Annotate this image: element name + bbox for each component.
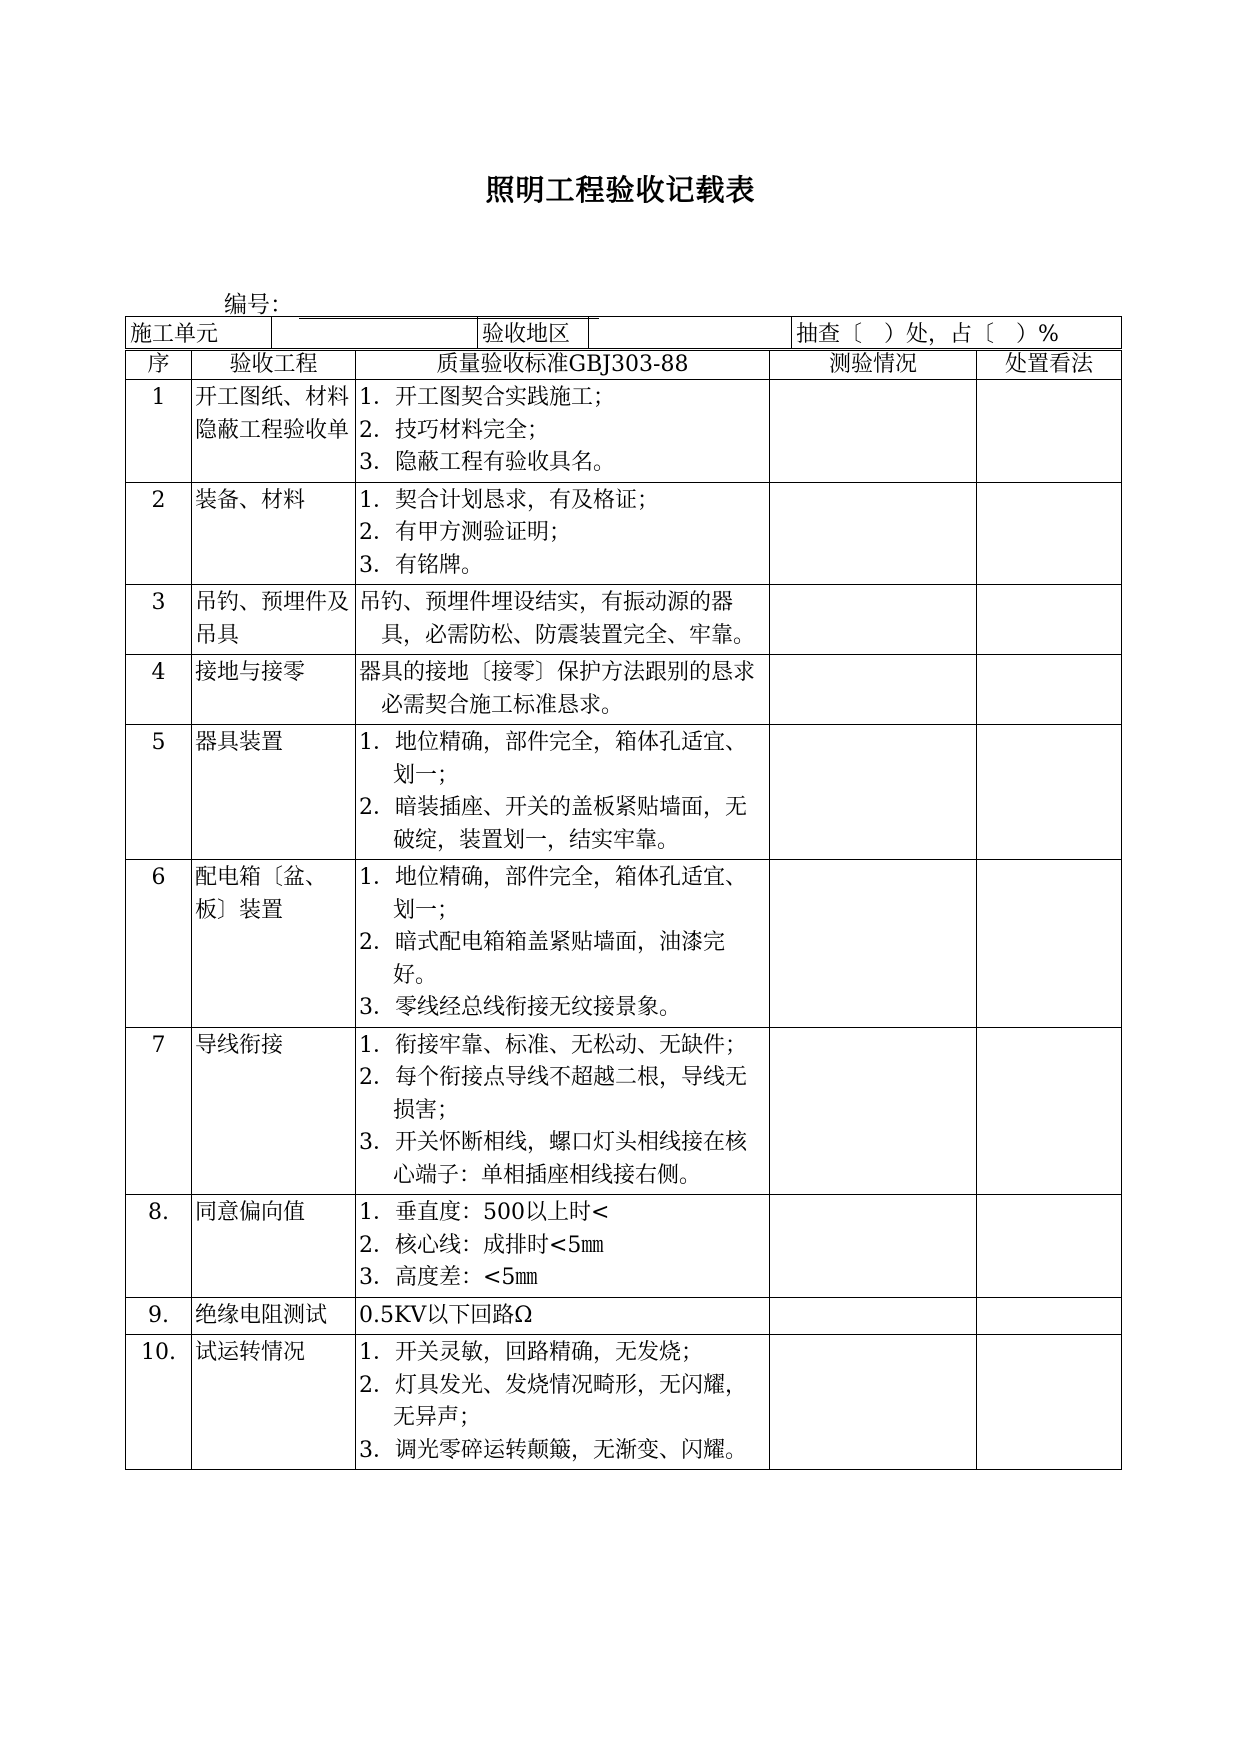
table-row xyxy=(126,1297,1122,1335)
standard-item: 1．地位精确，部件完全，箱体孔适宜、划一； xyxy=(359,865,747,923)
standard-item: 2．技巧材料完全； xyxy=(359,417,549,443)
standard-item: 0.5KV以下回路Ω xyxy=(359,1302,533,1328)
standard-item: 3．调光零碎运转颠簸，无渐变、闪耀。 xyxy=(359,1437,747,1463)
row-project: 装备、材料 xyxy=(192,482,356,585)
table-row xyxy=(126,1027,1122,1195)
table-row xyxy=(126,725,1122,860)
row-project: 吊钓、预埋件及吊具 xyxy=(192,585,356,655)
row-seq: 6 xyxy=(126,860,192,1028)
row-project: 绝缘电阻测试 xyxy=(192,1297,356,1335)
standard-item: 1．地位精确，部件完全，箱体孔适宜、划一； xyxy=(359,730,747,788)
standard-item: 1．开关灵敏，回路精确，无发烧； xyxy=(359,1340,703,1365)
row-standard xyxy=(356,725,770,860)
standard-item: 器具的接地〔接零〕保护方法跟别的恳求必需契合施工标准恳求。 xyxy=(359,660,756,718)
row-result[interactable] xyxy=(770,725,977,860)
table-row xyxy=(126,655,1122,725)
unit-field[interactable] xyxy=(272,317,478,349)
row-project: 接地与接零 xyxy=(192,655,356,725)
col-opinion: 处置看法 xyxy=(977,351,1122,380)
row-standard xyxy=(356,1297,770,1335)
standard-item: 1．开工图契合实践施工； xyxy=(359,385,615,410)
row-project: 试运转情况 xyxy=(192,1335,356,1470)
row-standard xyxy=(356,1335,770,1470)
row-result[interactable] xyxy=(770,1195,977,1298)
standard-item: 1．衔接牢靠、标准、无松动、无缺件； xyxy=(359,1032,747,1058)
row-standard xyxy=(356,380,770,483)
page-title: 照明工程验收记载表 xyxy=(485,173,756,207)
row-seq: 10. xyxy=(126,1335,192,1470)
row-seq: 2 xyxy=(126,482,192,585)
standard-item: 2．有甲方测验证明； xyxy=(359,520,571,545)
sample-ratio: 抽查〔 ）处，占〔 ）% xyxy=(792,317,1122,349)
row-opinion[interactable] xyxy=(977,585,1122,655)
standard-item: 3．有铭牌。 xyxy=(359,552,483,578)
row-opinion[interactable] xyxy=(977,860,1122,1028)
col-result: 测验情况 xyxy=(770,351,977,380)
row-seq: 1 xyxy=(126,380,192,483)
standard-item: 2．核心线：成排时<5㎜ xyxy=(359,1232,604,1258)
row-result[interactable] xyxy=(770,482,977,585)
table-row xyxy=(126,1335,1122,1470)
row-seq: 3 xyxy=(126,585,192,655)
table-row xyxy=(126,1195,1122,1298)
row-opinion[interactable] xyxy=(977,1195,1122,1298)
row-opinion[interactable] xyxy=(977,655,1122,725)
row-result[interactable] xyxy=(770,860,977,1028)
row-opinion[interactable] xyxy=(977,380,1122,483)
area-field[interactable] xyxy=(589,317,792,349)
row-result[interactable] xyxy=(770,1335,977,1470)
row-opinion[interactable] xyxy=(977,1027,1122,1195)
row-result[interactable] xyxy=(770,585,977,655)
row-project: 同意偏向值 xyxy=(192,1195,356,1298)
standard-item: 2．灯具发光、发烧情况畸形，无闪耀，无异声； xyxy=(359,1372,747,1430)
col-seq: 序 xyxy=(126,351,192,380)
row-standard xyxy=(356,482,770,585)
row-project: 开工图纸、材料隐蔽工程验收单 xyxy=(192,380,356,483)
row-seq: 9. xyxy=(126,1297,192,1335)
inspection-table xyxy=(125,350,1122,1470)
col-standard: 质量验收标准GBJ303-88 xyxy=(356,351,770,380)
standard-item: 2．暗式配电箱箱盖紧贴墙面，油漆完好。 xyxy=(359,930,725,988)
standard-item: 3．高度差：<5㎜ xyxy=(359,1265,538,1290)
row-project: 导线衔接 xyxy=(192,1027,356,1195)
table-row xyxy=(126,860,1122,1028)
number-row xyxy=(224,286,599,319)
row-seq: 8. xyxy=(126,1195,192,1298)
row-standard xyxy=(356,585,770,655)
row-opinion[interactable] xyxy=(977,1335,1122,1470)
col-project: 验收工程 xyxy=(192,351,356,380)
row-opinion[interactable] xyxy=(977,482,1122,585)
standard-item: 2．暗装插座、开关的盖板紧贴墙面，无破绽，装置划一，结实牢靠。 xyxy=(359,795,747,853)
standard-item: 1．契合计划恳求，有及格证； xyxy=(359,487,659,513)
table-row xyxy=(126,585,1122,655)
table-row xyxy=(126,380,1122,483)
row-result[interactable] xyxy=(770,1297,977,1335)
row-standard xyxy=(356,655,770,725)
row-standard xyxy=(356,860,770,1028)
row-standard xyxy=(356,1027,770,1195)
row-opinion[interactable] xyxy=(977,1297,1122,1335)
standard-item: 1．垂直度：500以上时< xyxy=(359,1200,610,1225)
unit-label: 施工单元 xyxy=(126,317,272,349)
row-seq: 5 xyxy=(126,725,192,860)
number-label: 编号： xyxy=(224,292,293,318)
row-project: 器具装置 xyxy=(192,725,356,860)
standard-item: 3．开关怀断相线，螺口灯头相线接在核心端子：单相插座相线接右侧。 xyxy=(359,1130,747,1188)
row-project: 配电箱〔盆、板〕装置 xyxy=(192,860,356,1028)
standard-item: 2．每个衔接点导线不超越二根，导线无损害； xyxy=(359,1065,747,1123)
standard-item: 吊钓、预埋件埋设结实，有振动源的器具，必需防松、防震装置完全、牢靠。 xyxy=(359,590,756,648)
row-result[interactable] xyxy=(770,655,977,725)
area-label: 验收地区 xyxy=(478,317,589,349)
row-seq: 4 xyxy=(126,655,192,725)
row-result[interactable] xyxy=(770,380,977,483)
row-seq: 7 xyxy=(126,1027,192,1195)
table-row xyxy=(126,482,1122,585)
row-result[interactable] xyxy=(770,1027,977,1195)
standard-item: 3．隐蔽工程有验收具名。 xyxy=(359,450,615,475)
row-opinion[interactable] xyxy=(977,725,1122,860)
column-header-row xyxy=(126,351,1122,380)
row-standard xyxy=(356,1195,770,1298)
standard-item: 3．零线经总线衔接无纹接景象。 xyxy=(359,995,681,1020)
header-table xyxy=(125,316,1122,349)
